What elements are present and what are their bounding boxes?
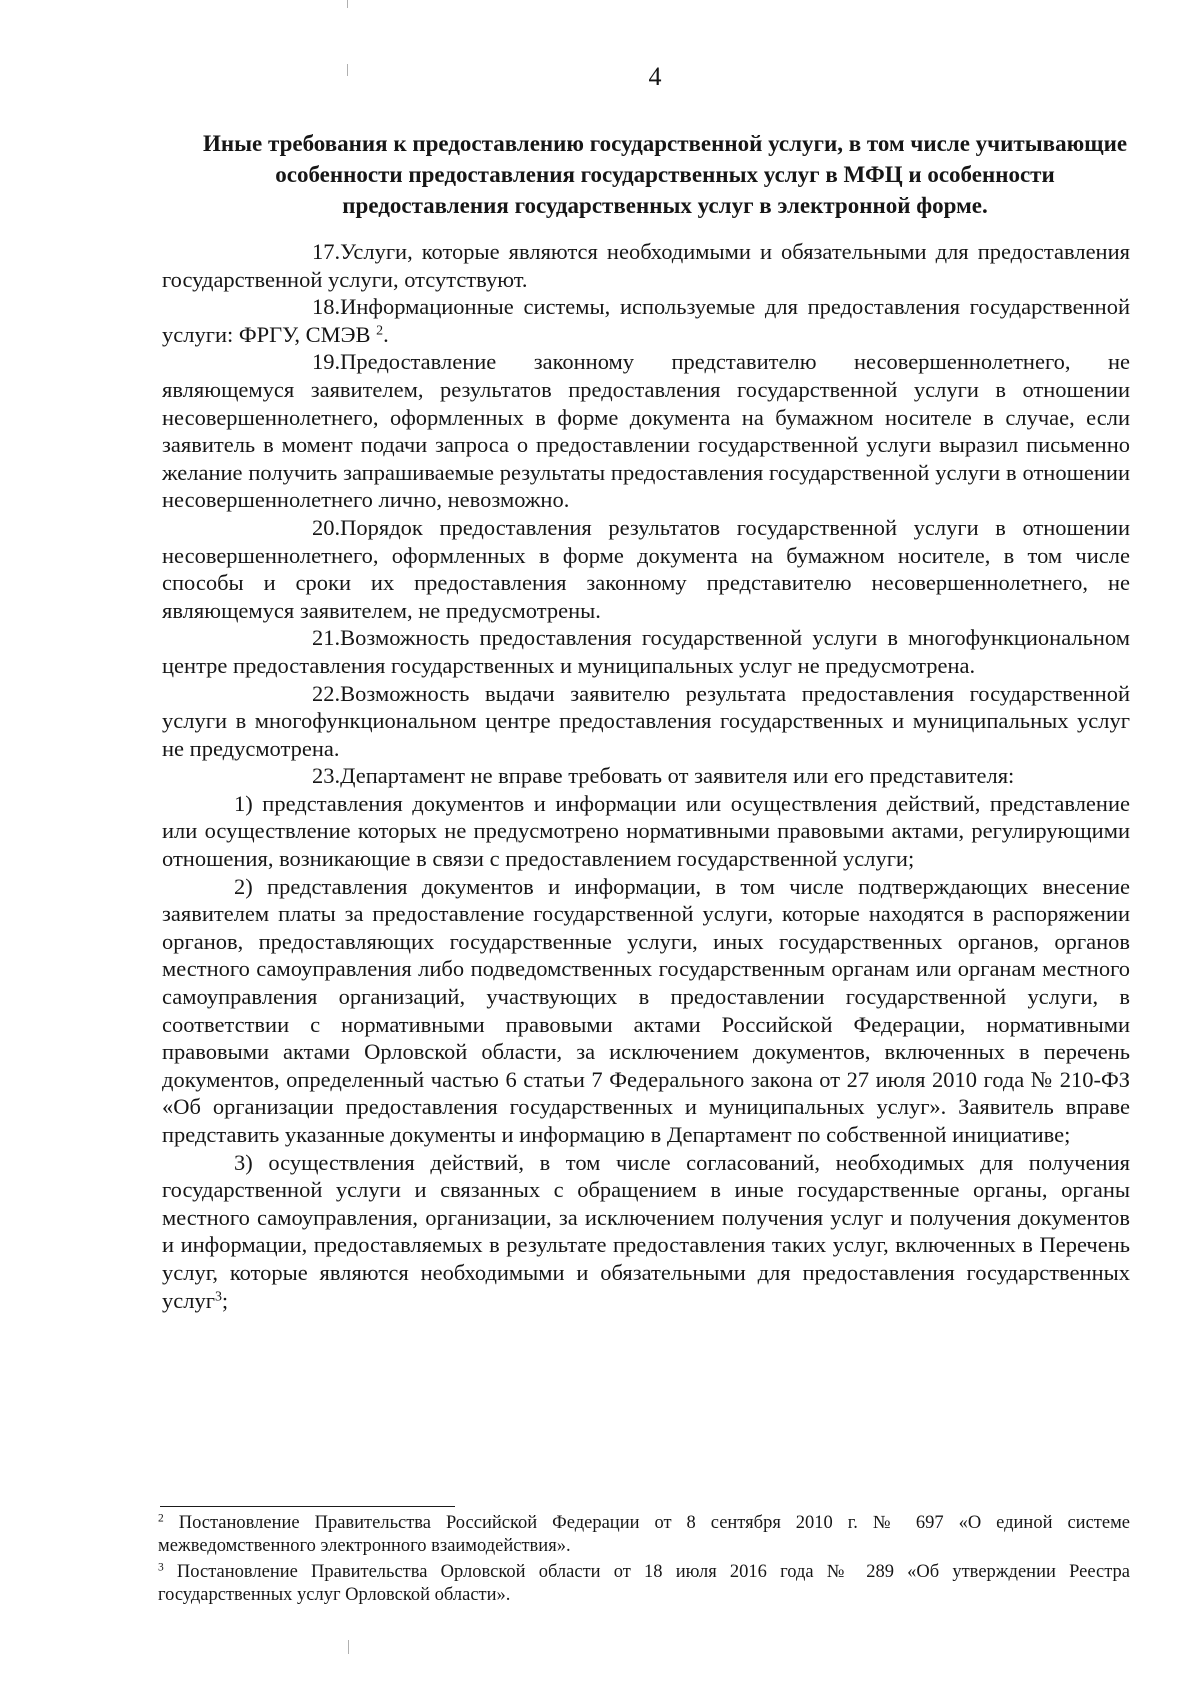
paragraph-18 xyxy=(162,293,1130,348)
subitem-2 xyxy=(162,873,1130,1149)
paragraph-17 xyxy=(162,238,1130,293)
subitem-3 xyxy=(162,1149,1130,1315)
paragraph-19 xyxy=(162,348,1130,514)
paragraph-number: 19. xyxy=(312,349,341,375)
scan-artifact-line xyxy=(348,1640,349,1654)
paragraph-23 xyxy=(162,762,1130,790)
paragraph-text: Порядок предоставления результатов государственной услуги в отношении несовершеннолетнего, оформленных в форме документа на бумажном носителе, в том числе способы и сроки их предоставления законному представителю несовершеннолетнего, не являющемуся заявителем, не предусмотрены. xyxy=(162,514,1130,623)
footnote-text: Постановление Правительства Российской Федерации от 8 сентября 2010 г. № 697 «О единой системе межведомственного электронного взаимодействия». xyxy=(158,1513,1130,1556)
paragraph-text: Услуги, которые являются необходимыми и обязательными для предоставления государственной услуги, отсутствуют. xyxy=(162,239,1130,292)
paragraph-tail: . xyxy=(383,321,389,347)
paragraph-number: 17. xyxy=(312,239,341,264)
footnote-reference: 2 xyxy=(376,323,384,339)
document-body xyxy=(162,238,1130,1314)
subitem-text: 1) представления документов и информации или осуществления действий, представление или осуществление которых не предусмотрено нормативными правовыми актами, регулирующими отношения, возникающие в связи с предоставлением государственной услуги; xyxy=(162,790,1130,872)
paragraph-20 xyxy=(162,514,1130,624)
paragraph-number: 21. xyxy=(312,625,341,651)
footnote-mark: 2 xyxy=(158,1512,164,1525)
scan-artifact-line xyxy=(347,0,348,8)
subitem-1 xyxy=(162,790,1130,873)
footnotes xyxy=(158,1512,1130,1610)
subitem-text: 3) осуществления действий, в том числе согласований, необходимых для получения государственной услуги и связанных с обращением в иные государственные органы, органы местного самоуправления, организации, за исключением получения услуг и получения документов и информации, предоставляемых в результате предоставления таких услуг, включенных в Перечень услуг, которые являются необходимыми и обязательными для предоставления государственных услуг xyxy=(162,1149,1130,1313)
page-number: 4 xyxy=(648,62,662,91)
footnote-3 xyxy=(158,1561,1130,1607)
paragraph-text: Департамент не вправе требовать от заявителя или его представителя: xyxy=(340,763,1015,789)
paragraph-number: 18. xyxy=(312,294,341,320)
paragraph-21 xyxy=(162,624,1130,679)
paragraph-number: 23. xyxy=(312,763,341,789)
footnote-separator xyxy=(160,1506,455,1507)
footnote-text: Постановление Правительства Орловской области от 18 июля 2016 года № 289 «Об утверждении Реестра государственных услуг Орловской области». xyxy=(158,1562,1130,1605)
subitem-text: 2) представления документов и информации, в том числе подтверждающих внесение заявителем платы за предоставление государственной услуги, которые находятся в распоряжении органов, предоставляющих государственные услуги, иных государственных органов, органов местного самоуправления либо подведомственных государственным органам или органам местного самоуправления организаций, участвующих в предоставлении государственной услуги, в соответствии с нормативными правовыми актами Российской Федерации, нормативными правовыми актами Орловской области, за исключением документов, включенных в перечень документов, определенный частью 6 статьи 7 Федерального закона от 27 июля 2010 года № 210-ФЗ «Об организации предоставления государственных и муниципальных услуг». Заявитель вправе представить указанные документы и информацию в Департамент по собственной инициативе; xyxy=(162,873,1130,1147)
footnote-2 xyxy=(158,1512,1130,1558)
section-heading: Иные требования к предоставлению государственной услуги, в том числе учитывающие особенности предоставления государственных услуг в МФЦ и особенности предоставления государственных услуг в электронной форме. xyxy=(202,131,1128,218)
paragraph-text: Возможность предоставления государственной услуги в многофункциональном центре предоставления государственных и муниципальных услуг не предусмотрена. xyxy=(162,625,1130,678)
footnote-mark: 3 xyxy=(158,1561,164,1574)
paragraph-22 xyxy=(162,680,1130,763)
subitem-tail: ; xyxy=(221,1287,229,1313)
paragraph-text: Возможность выдачи заявителю результата предоставления государственной услуги в многофункциональном центре предоставления государственных и муниципальных услуг не предусмотрена. xyxy=(162,680,1130,761)
footnote-reference: 3 xyxy=(214,1288,222,1304)
paragraph-number: 20. xyxy=(312,514,341,540)
paragraph-text: Предоставление законному представителю несовершеннолетнего, не являющемуся заявителем, результатов предоставления государственной услуги в отношении несовершеннолетнего, оформленных в форме документа на бумажном носителе в случае, если заявитель в момент подачи запроса о предоставлении государственной услуги выразил письменно желание получить запрашиваемые результаты предоставления государственной услуги в отношении несовершеннолетнего лично, невозможно. xyxy=(162,349,1130,513)
paragraph-number: 22. xyxy=(312,680,341,706)
paragraph-text: Информационные системы, используемые для предоставления государственной услуги: ФРГУ, СМЭВ xyxy=(162,294,1130,347)
